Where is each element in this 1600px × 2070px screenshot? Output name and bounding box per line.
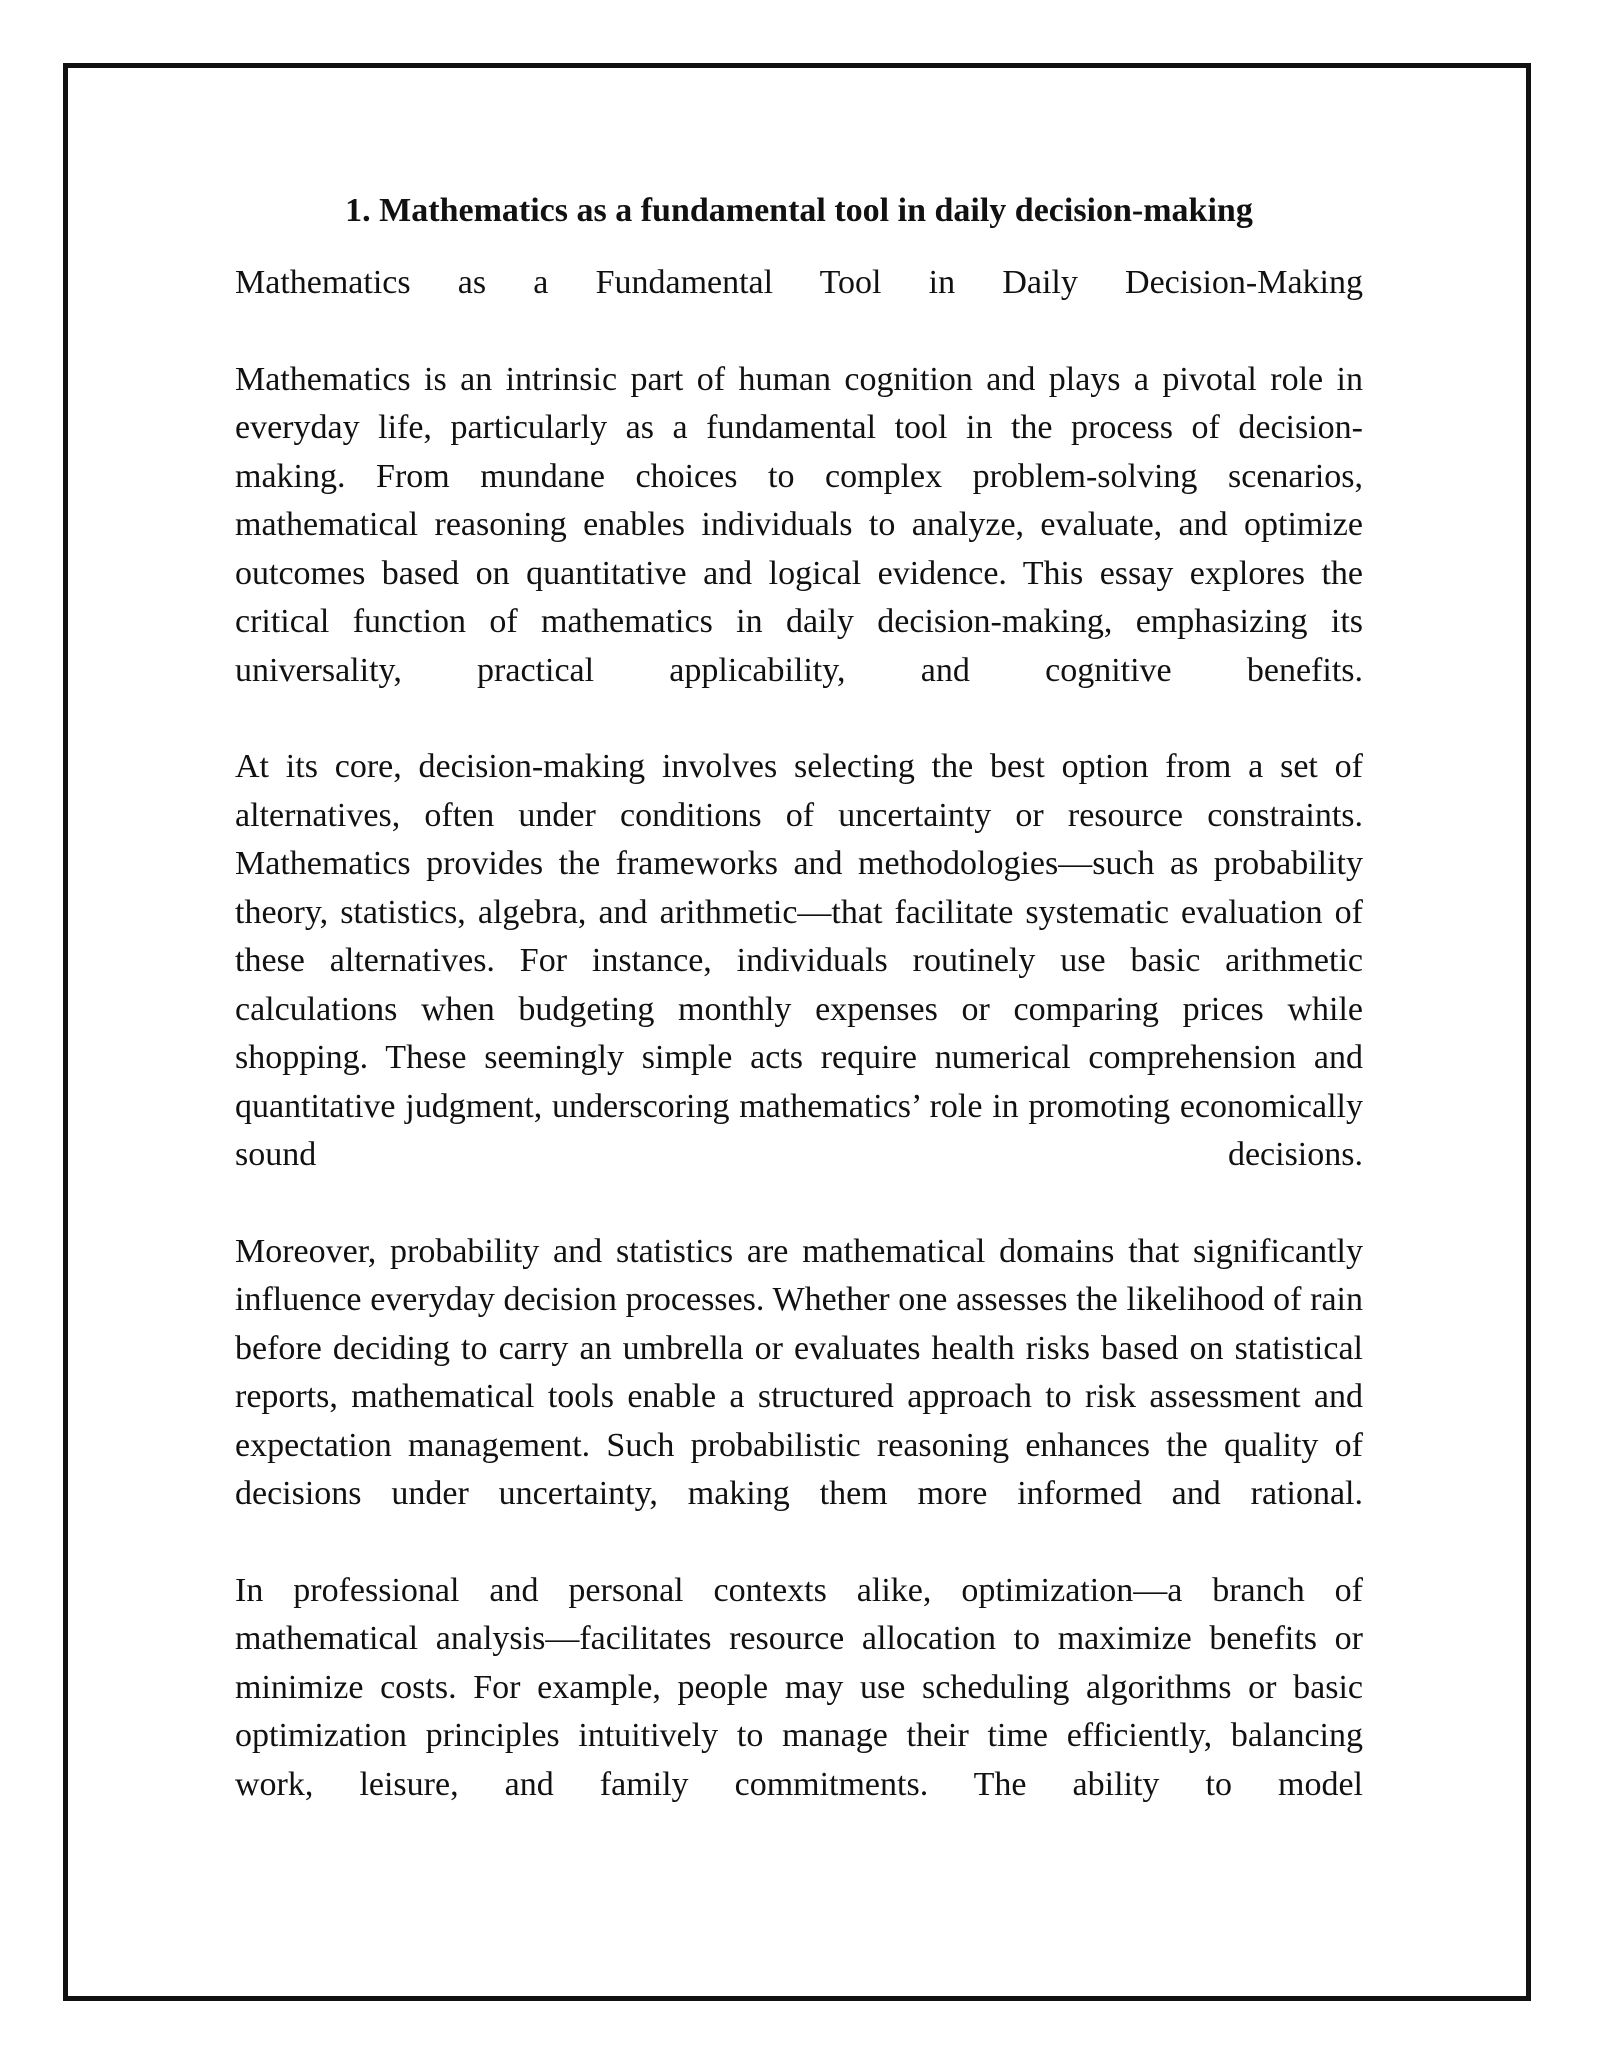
paragraph-intro: Mathematics is an intrinsic part of human cognition and plays a pivotal role in everyday life, particularly as a fundamental tool in the process of decision-making. From mundane choices to complex problem-solving scenarios, mathematical reasoning enables individuals to analyze, evaluate, and optimize outcomes based on quantitative and logical evidence. This essay explores the critical function of mathematics in daily decision-making, emphasizing its universality, practical applicability, and cognitive benefits. <box>235 360 1363 689</box>
document-title: 1. Mathematics as a fundamental tool in daily decision-making <box>345 192 1253 229</box>
paragraph-optimization: In professional and personal contexts alike, optimization—a branch of mathematical analysis—facilitates resource allocation to maximize benefits or minimize costs. For example, people may use scheduling algorithms or basic optimization principles intuitively to manage their time efficiently, balancing work, leisure, and family commitments. The ability to model <box>235 1571 1363 1803</box>
document-body <box>235 185 1363 1857</box>
paragraph-subtitle: Mathematics as a Fundamental Tool in Daily Decision-Making <box>235 264 1363 301</box>
paragraph-probability: Moreover, probability and statistics are mathematical domains that significantly influence everyday decision processes. Whether one assesses the likelihood of rain before deciding to carry an umbrella or evaluates health risks based on statistical reports, mathematical tools enable a structured approach to risk assessment and expectation management. Such probabilistic reasoning enhances the quality of decisions under uncertainty, making them more informed and rational. <box>235 1232 1363 1512</box>
paragraph-core: At its core, decision-making involves selecting the best option from a set of alternatives, often under conditions of uncertainty or resource constraints. Mathematics provides the frameworks and methodologies—such as probability theory, statistics, algebra, and arithmetic—that facilitate systematic evaluation of these alternatives. For instance, individuals routinely use basic arithmetic calculations when budgeting monthly expenses or comparing prices while shopping. These seemingly simple acts require numerical comprehension and quantitative judgment, underscoring mathematics’ role in promoting economically sound decisions. <box>235 748 1363 1173</box>
